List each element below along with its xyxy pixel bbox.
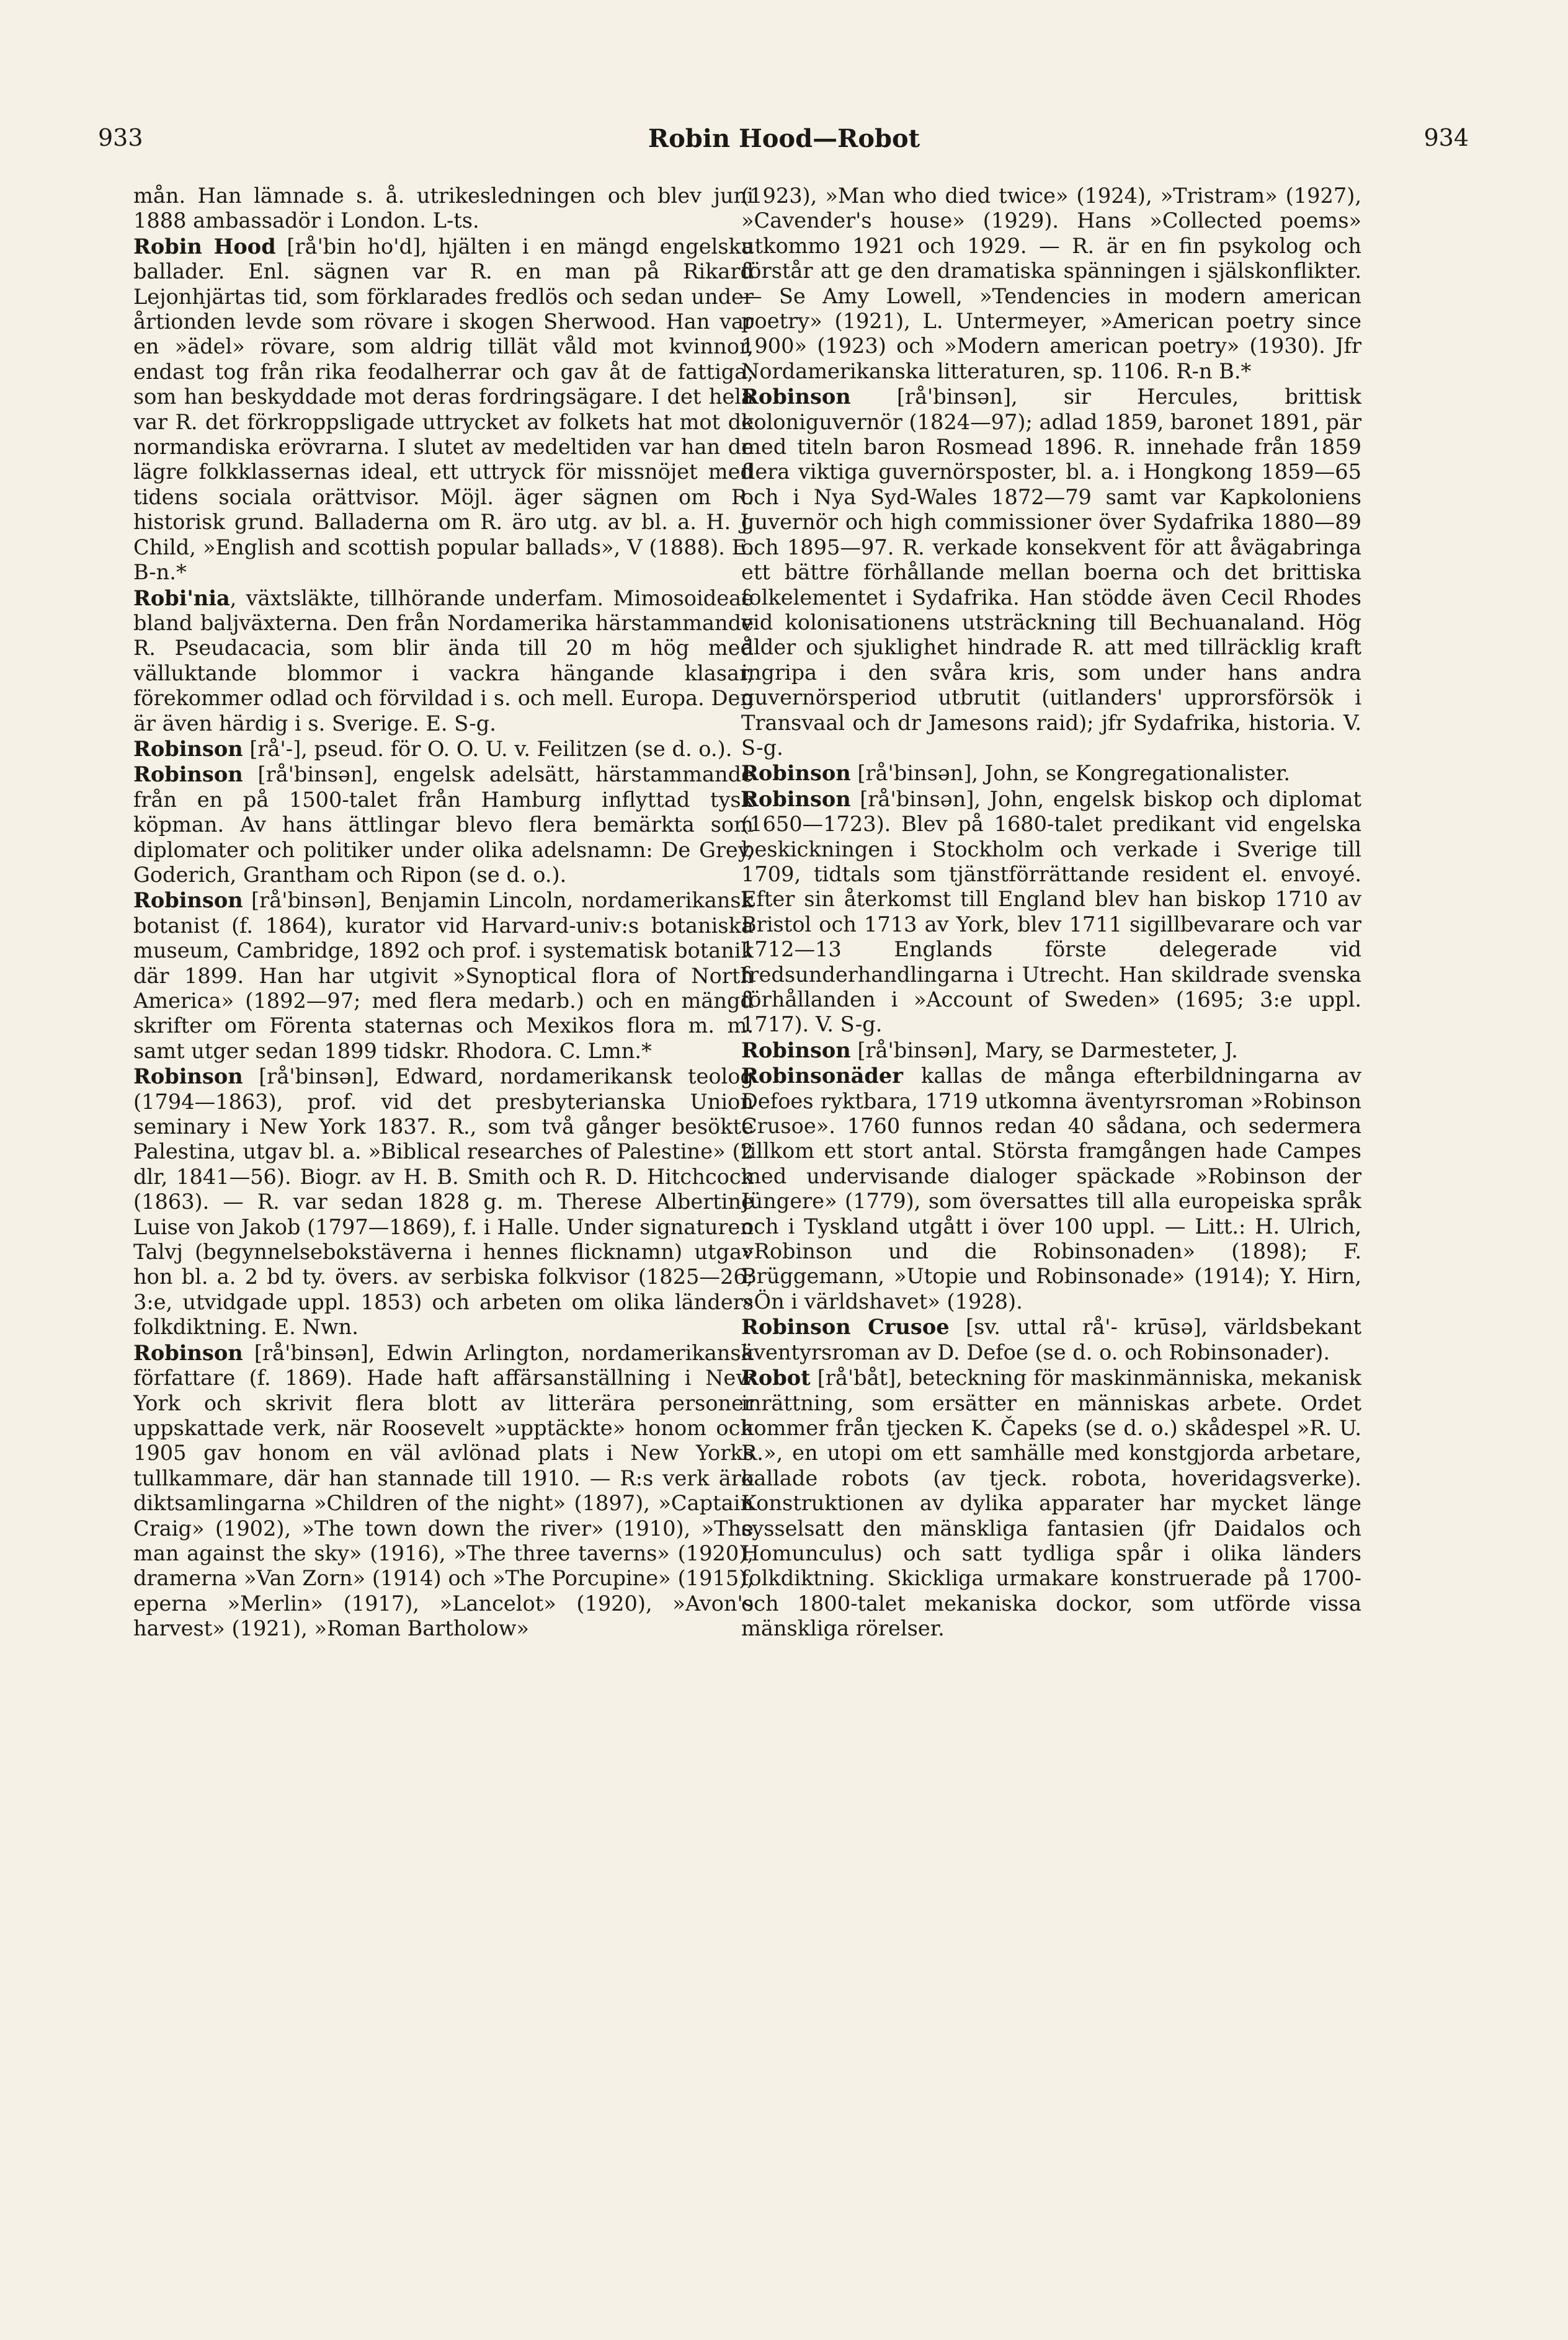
entry	[741, 1063, 1361, 1314]
entry-text: [rå'båt], beteckning för maskinmänniska, mekanisk inrättning, som ersätter en människas arbete. Ordet kommer från tjecken K. Čapeks (se d. o.) skådespel »R. U. R.», en utopi om ett samhälle med konstgjorda arbetare, kallade robots (av tjeck. robota, hoveridagsverke). Konstruktionen av dylika apparater har mycket länge sysselsatt den mänskliga fantasien (jfr Daidalos och Homunculus) och satt tydliga spår i olika länders folkdiktning. Skickliga urmakare konstruerade på 1700- och 1800-talet mekaniska dockor, som utförde vissa mänskliga rörelser.	[741, 1366, 1361, 1641]
headword: Robinson Crusoe	[741, 1314, 950, 1340]
entry-text: , växtsläkte, tillhörande underfam. Mimosoideae bland baljväxterna. Den från Nordamerika härstammande R. Pseudacacia, som blir ända till 20 m hög med välluktande blommor i vackra hängande klasar, förekommer odlad och förvildad i s. och mell. Europa. Den är även härdig i s. Sverige. E. S-g.	[133, 585, 754, 736]
entry	[133, 762, 754, 888]
entry-text: [rå'-], pseud. för O. O. U. v. Feilitzen (se d. o.).	[243, 736, 733, 761]
headword: Robinson	[741, 384, 851, 409]
entry-text: kallas de många efterbildningarna av Defoes ryktbara, 1719 utkomna äventyrsroman »Robinson Crusoe». 1760 funnos redan 40 sådana, och sedermera tillkom ett stort antal. Största framgången hade Campes med undervisande dialoger späckade »Robinson der Jüngere» (1779), som översattes till alla europeiska språk och i Tyskland utgått i över 100 uppl. — Litt.: H. Ulrich, »Robinson und die Robinsonaden» (1898); F. Brüggemann, »Utopie und Robinsonade» (1914); Y. Hirn, »Ön i världshavet» (1928).	[741, 1064, 1361, 1314]
entry	[741, 786, 1361, 1038]
entry-text: [rå'binsən], Edward, nordamerikansk teolog (1794—1863), prof. vid det presbyterianska Union seminary i New York 1837. R., som två gånger besökte Palestina, utgav bl. a. »Biblical researches of Palestine» (2 dlr, 1841—56). Biogr. av H. B. Smith och R. D. Hitchcock (1863). — R. var sedan 1828 g. m. Therese Albertine Luise von Jakob (1797—1869), f. i Halle. Under signaturen Talvj (begynnelsebokstäverna i hennes flicknamn) utgav hon bl. a. 2 bd ty. övers. av serbiska folkvisor (1825—26; 3:e, utvidgade uppl. 1853) och arbeten om olika länders folkdiktning. E. Nwn.	[133, 1064, 754, 1340]
headword: Robinson	[741, 1037, 851, 1062]
headword: Robot	[741, 1365, 811, 1390]
headword: Robinson	[133, 1064, 243, 1089]
headword: Robinson	[133, 736, 243, 761]
headword: Robi'nia	[133, 585, 230, 610]
entry	[741, 384, 1361, 760]
entry-text: [rå'binsən], sir Hercules, brittisk koloniguvernör (1824—97); adlad 1859, baronet 1891, pär med titeln baron Rosmead 1896. R. innehade från 1859 flera viktiga guvernörsposter, bl. a. i Hongkong 1859—65 och i Nya Syd-Wales 1872—79 samt var Kapkoloniens guvernör och high commissioner över Sydafrika 1880—89 och 1895—97. R. verkade konsekvent för att åvägabringa ett bättre förhållande mellan boerna och det brittiska folkelementet i Sydafrika. Han stödde även Cecil Rhodes vid kolonisationens utsträckning till Bechuanaland. Hög ålder och sjuklighet hindrade R. att med tillräcklig kraft ingripa i den svåra kris, som under hans andra guvernörsperiod utbrutit (uitlanders' upprorsförsök i Transvaal och dr Jamesons raid); jfr Sydafrika, historia. V. S-g.	[741, 385, 1361, 760]
headword: Robinson	[741, 760, 851, 786]
entry-text: [rå'bin ho'd], hjälten i en mängd engelska ballader. Enl. sägnen var R. en man på Rikard Lejonhjärtas tid, som förklarades fredlös och sedan under årtionden levde som rövare i skogen Sherwood. Han var en »ädel» rövare, som aldrig tillät våld mot kvinnor, endast tog från rika feodalherrar och gav åt de fattiga, som han beskyddade mot deras fordringsägare. I det hela var R. det förkroppsligade uttrycket av folkets hat mot de normandiska erövrarna. I slutet av medeltiden var han de lägre folkklassernas ideal, ett uttryck för missnöjet med tidens sociala orättvisor. Möjl. äger sägnen om R. historisk grund. Balladerna om R. äro utg. av bl. a. H. J. Child, »English and scottish popular ballads», V (1888). E. B-n.*	[133, 234, 754, 585]
headword: Robinson	[133, 1340, 243, 1365]
headword: Robinson	[741, 786, 851, 811]
page-number-left: 933	[98, 124, 143, 151]
entry	[133, 234, 754, 585]
entry-text: [rå'binsən], engelsk adelsätt, härstammande från en på 1500-talet från Hamburg inflyttad tysk köpman. Av hans ättlingar blevo flera bemärkta som diplomater och politiker under olika adelsnamn: De Grey, Goderich, Grantham och Ripon (se d. o.).	[133, 762, 754, 887]
headword: Robinsonäder	[741, 1063, 903, 1088]
headword: Robin Hood	[133, 233, 276, 259]
page-header	[0, 124, 1568, 167]
entry	[741, 1365, 1361, 1641]
left-column	[133, 183, 754, 2261]
entry-text: [rå'binsən], John, se Kongregationalister.	[850, 761, 1290, 786]
entry-text: (1923), »Man who died twice» (1924), »Tristram» (1927), »Cavender's house» (1929). Hans »Collected poems» utkommo 1921 och 1929. — R. är en fin psykolog och förstår att ge den dramatiska spänningen i själskonflikter. — Se Amy Lowell, »Tendencies in modern american poetry» (1921), L. Untermeyer, »American poetry since 1900» (1923) och »Modern american poetry» (1930). Jfr Nordamerikanska litteraturen, sp. 1106. R-n B.*	[741, 184, 1361, 383]
entry-text: [rå'binsən], Edwin Arlington, nordamerikansk författare (f. 1869). Hade haft affärsanställning i New York och skrivit flera blott av litterära personer uppskattade verk, när Roosevelt »upptäckte» honom och 1905 gav honom en väl avlönad plats i New Yorks tullkammare, där han stannade till 1910. — R:s verk äro diktsamlingarna »Children of the night» (1897), »Captain Craig» (1902), »The town down the river» (1910), »The man against the sky» (1916), »The three taverns» (1920), dramerna »Van Zorn» (1914) och »The Porcupine» (1915), eperna »Merlin» (1917), »Lancelot» (1920), »Avon's harvest» (1921), »Roman Bartholow»	[133, 1340, 754, 1641]
headword: Robinson	[133, 762, 243, 787]
entry	[133, 1340, 754, 1642]
right-column	[741, 183, 1361, 2261]
entry	[741, 1314, 1361, 1365]
page-number-right: 934	[1423, 124, 1469, 151]
headword: Robinson	[133, 888, 243, 913]
entry-text: [sv. uttal rå'- krūsə], världsbekant äventyrsroman av D. Defoe (se d. o. och Robinsonader).	[741, 1315, 1361, 1364]
entry	[133, 736, 754, 762]
entry	[133, 888, 754, 1064]
entry	[133, 1064, 754, 1340]
entry	[133, 585, 754, 736]
entry-text: [rå'binsən], John, engelsk biskop och diplomat (1650—1723). Blev på 1680-talet predikant vid engelska beskickningen i Stockholm och verkade i Sverige till 1709, tidtals som tjänstförrättande resident el. envoyé. Efter sin återkomst till England blev han biskop 1710 av Bristol och 1713 av York, blev 1711 sigillbevarare och var 1712—13 Englands förste delegerade vid fredsunderhandlingarna i Utrecht. Han skildrade svenska förhållanden i »Account of Sweden» (1695; 3:e uppl. 1717). V. S-g.	[741, 786, 1361, 1037]
entry	[133, 183, 754, 234]
running-title: Robin Hood—Robot	[648, 124, 920, 153]
entry	[741, 760, 1361, 786]
entry-text: mån. Han lämnade s. å. utrikesledningen och blev juni 1888 ambassadör i London. L-ts.	[133, 184, 754, 233]
entry	[741, 183, 1361, 384]
entry	[741, 1038, 1361, 1063]
entry-text: [rå'binsən], Benjamin Lincoln, nordamerikansk botanist (f. 1864), kurator vid Harvard-univ:s botaniska museum, Cambridge, 1892 och prof. i systematisk botanik där 1899. Han har utgivit »Synoptical flora of North America» (1892—97; med flera medarb.) och en mängd skrifter om Förenta staternas och Mexikos flora m. m. samt utger sedan 1899 tidskr. Rhodora. C. Lmn.*	[133, 888, 754, 1063]
entry-text: [rå'binsən], Mary, se Darmesteter, J.	[850, 1038, 1238, 1062]
